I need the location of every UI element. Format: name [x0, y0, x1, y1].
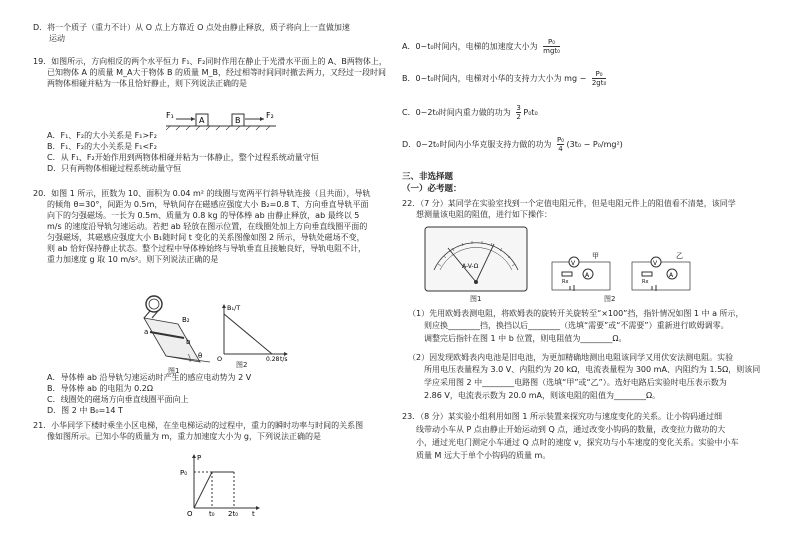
- q20-option-c: C．线圈处的磁场方向垂直线圈平面向上: [47, 395, 189, 404]
- q20-stem-line3: 向下的匀强磁场。一长为 0.5m、质量为 0.8 kg 的导体棒 ab 由静止释放，ab 最终以 5: [47, 211, 360, 220]
- label-b: B: [235, 116, 241, 125]
- tick-2t0: 2t₀: [228, 510, 239, 518]
- q20-fig2-caption: 图2: [236, 361, 248, 369]
- q19-option-b: B．F₁、F₂的大小关系是 F₁<F₂: [47, 142, 157, 151]
- section-3-subtitle: （一）必考题：: [402, 184, 462, 194]
- q20-figure2: [214, 302, 290, 369]
- q21-option-a: [402, 38, 560, 55]
- tick-t: 0.28: [266, 356, 280, 362]
- yi-label: 乙: [676, 252, 683, 260]
- q20-option-d: D．图 2 中 B₀=14 T: [47, 406, 123, 415]
- axis-b1: B₁/T: [227, 304, 241, 312]
- q20-stem-line6: 则 ab 恰好保持静止状态。整个过程中导体棒始终与导轨垂直且接触良好，导轨电阻不计，: [47, 244, 367, 253]
- q21-figure: [180, 450, 262, 521]
- q20-options: [47, 372, 251, 416]
- q21-option-c: [402, 104, 538, 121]
- q20-stem-line7: 重力加速度 g 取 10 m/s²。则下列说法正确的是: [47, 255, 219, 264]
- rails-plane: [144, 318, 203, 362]
- label-a: A: [199, 116, 205, 125]
- q21-d-fraction: [557, 136, 564, 153]
- yi-voltmeter: V: [653, 260, 658, 267]
- q21-b-fraction: [592, 70, 606, 87]
- q23-line4: 质量 M 远大于单个小钩码的质量 m。: [416, 451, 551, 460]
- q21-b-num: P₀: [595, 70, 603, 78]
- q22-p1-line1: （1）先用欧姆表测电阻，将欧姆表的旋转开关旋转至“×100”挡，指针情况如图 1 中 a 所示，: [408, 309, 744, 318]
- q22-p2-line3: 学应采用图 2 中________电路图（选填“甲”或“乙”）。选好电路后实验时电压表示数为: [424, 378, 727, 387]
- left-column: [33, 22, 391, 89]
- q20-option-b: B．导体棒 ab 的电阻为 0.2Ω: [47, 384, 153, 393]
- circuit-jia: [552, 252, 610, 291]
- q22-p2-line2: 所用电压表量程为 3.0 V、内阻约为 20 kΩ，电流表量程为 300 mA、内阻约为 1.5Ω，则该同: [424, 365, 761, 374]
- yi-ammeter: A: [669, 272, 674, 279]
- jia-voltmeter: V: [571, 260, 576, 267]
- jia-rx: Rx: [562, 279, 569, 285]
- q21-option-d: [402, 136, 623, 153]
- q23-stem: [402, 410, 739, 462]
- q21-c-den: 2: [516, 113, 521, 121]
- q19-option-d: D．只有两物体相碰过程系统动量守恒: [47, 164, 182, 173]
- power-rise: [194, 472, 212, 508]
- axis-t-label: t: [252, 510, 255, 518]
- q19-stem-line2: 已知物体 A 的质量 M_A大于物体 B 的质量 M_B，经过相等时间同时撤去两力，又经过一段时间: [47, 68, 386, 77]
- q21-stem-line2: 像如图所示。已知小华的质量为 m，重力加速度大小为 g，下列说法正确的是: [47, 432, 321, 441]
- jia-ammeter: A: [585, 272, 590, 279]
- q22-fig1-caption: 图1: [470, 295, 482, 303]
- q23-line2: 线带动小车从 P 点由静止开始运动到 Q 点，通过改变小钩码的数量，改变拉力做功的大: [416, 425, 726, 434]
- q21-stem: [33, 420, 363, 442]
- q22-figure1: [424, 226, 528, 303]
- b1-line: [224, 314, 272, 354]
- q20-figure1: [138, 292, 210, 375]
- q21-d-num: P₀: [556, 136, 564, 144]
- q22-figure2: [548, 250, 698, 303]
- q21-d-post: (3t₀ − P₀/mg²): [566, 140, 623, 149]
- axis-p: P: [197, 454, 202, 462]
- q20-fig1-caption: 图1: [168, 367, 180, 375]
- q22-p2-line1: （2）因发现欧姆表内电池是旧电池，为更加精确地测出电阻该同学又用伏安法测电阻。实验: [408, 353, 734, 362]
- q19-option-c: C．从 F₁、F₂开始作用到两物体相碰并粘为一体静止，整个过程系统动量守恒: [47, 153, 319, 162]
- q19-options: [47, 130, 319, 174]
- q22-fig2-caption: 图2: [604, 295, 616, 303]
- q19-stem-line1: 19．如图所示，方向相反的两个水平恒力 F₁、F₂同时作用在静止于光滑水平面上的 A、B两物体上，: [33, 57, 387, 66]
- coil-icon: [146, 296, 162, 312]
- q21-option-b: [402, 70, 606, 87]
- q20-stem-line2: 的倾角 θ=30°，间距为 0.5m，导轨间存在磁感应强度大小 B₂=0.8 T、方向垂直导轨平面: [47, 200, 369, 209]
- q20-option-a: A．导体棒 ab 沿导轨匀速运动时产生的感应电动势为 2 V: [47, 373, 252, 382]
- label-f2: F₂: [266, 111, 274, 120]
- axis-t: t/s: [280, 356, 288, 362]
- q22-p2-line4: 2.86 V，电流表示数为 20.0 mA，则该电阻的阻值为________Ω。: [424, 391, 661, 400]
- q23-line3: 小，通过光电门测定小车通过 Q 点时的速度 v，探究功与小车速度的变化关系。实验中小车: [416, 438, 739, 447]
- q21-c-text: C．0~2t₀时间内重力做的功为: [402, 108, 511, 117]
- q22-stem-line1: 22．（7 分）某同学在实验室找到一个定值电阻元件，但是电阻元件上的阻值看不清楚，该同学: [402, 199, 736, 208]
- tick-t0: t₀: [209, 510, 215, 518]
- q20-stem: [33, 188, 371, 265]
- q21-c-fraction: [516, 104, 520, 121]
- q22-stem-line2: 想测量该电阻的阻值，进行如下操作：: [416, 210, 552, 219]
- q22-p1-line3: 调整完后指针在图 1 中 b 位置，则电阻值为________Ω。: [424, 334, 627, 343]
- q22-stem: [402, 198, 736, 220]
- q21-d-text: D．0~2t₀时间内小华克服支持力做的功为: [402, 140, 552, 149]
- yi-rx: Rx: [642, 279, 649, 285]
- label-theta: θ: [198, 352, 203, 360]
- q21-a-num: P₀: [548, 38, 556, 46]
- label-f1: F₁: [166, 111, 174, 120]
- q19-stem-line3: 两物体相碰并粘为一体且恰好静止，则下列说法正确的是: [47, 79, 247, 88]
- jia-resistor: [562, 272, 572, 276]
- q18-option-d-line2: 运动: [49, 34, 65, 43]
- q21-c-num: 3: [516, 104, 521, 112]
- q22-part1: [408, 308, 744, 345]
- q21-a-fraction: [543, 38, 560, 55]
- q19-option-a: A．F₁、F₂的大小关系是 F₁>F₂: [47, 131, 157, 140]
- q21-d-den: 4: [558, 145, 563, 153]
- q21-c-post: P₀t₀: [523, 108, 538, 117]
- q21-b-den: 2gt₀: [591, 79, 607, 87]
- circuit-yi: [632, 252, 690, 291]
- label-p0: P₀: [180, 469, 188, 477]
- label-rod-a: a: [144, 328, 149, 336]
- meter-label: A-V-Ω: [462, 263, 479, 270]
- q21-b-text: B．0~t₀时间内，电梯对小华的支持力大小为 mg −: [402, 74, 587, 83]
- q23-line1: 23．（8 分）某实验小组利用如图 1 所示装置来探究功与速度变化的关系。让小钩码通过细: [402, 412, 722, 421]
- q22-part2: [408, 352, 760, 402]
- axis-origin: O: [217, 355, 223, 362]
- q22-p1-line2: 则应换________挡，换挡以后________（选填“需要”或“不需要”）重新进行欧姆调零。: [424, 321, 729, 330]
- q20-stem-line4: m/s 的速度沿导轨匀速运动。若把 ab 轻放在图示位置，在线圈处加上方向垂直线圈平面的: [47, 222, 368, 231]
- section-3-title: 三、非选择题: [402, 172, 454, 182]
- axis-origin-o: O: [187, 510, 193, 518]
- label-rod-b: b: [186, 338, 191, 346]
- q21-a-den: mgt₀: [543, 47, 560, 55]
- q20-stem-line1: 20．如图 1 所示，匝数为 10、面积为 0.04 m² 的线圈与宽两平行斜导轨连接（且共面），导轨: [33, 189, 371, 198]
- q20-stem-line5: 匀强磁场，其磁感应强度大小 B₁随时间 t 变化的关系图像如图 2 所示，导轨处磁场不变，: [47, 233, 365, 242]
- yi-resistor: [642, 272, 652, 276]
- q18-option-d-line1: D．将一个质子（重力不计）从 O 点上方靠近 O 点处由静止释放，质子将向上一直做加速: [33, 23, 350, 32]
- jia-label: 甲: [592, 252, 599, 260]
- q21-a-text: A．0~t₀时间内，电梯的加速度大小为: [402, 42, 538, 51]
- q21-stem-line1: 21．小华同学下楼时乘坐小区电梯，在坐电梯运动的过程中，重力的瞬时功率与时间的关系图: [33, 421, 364, 430]
- label-b2: B₂: [182, 316, 190, 324]
